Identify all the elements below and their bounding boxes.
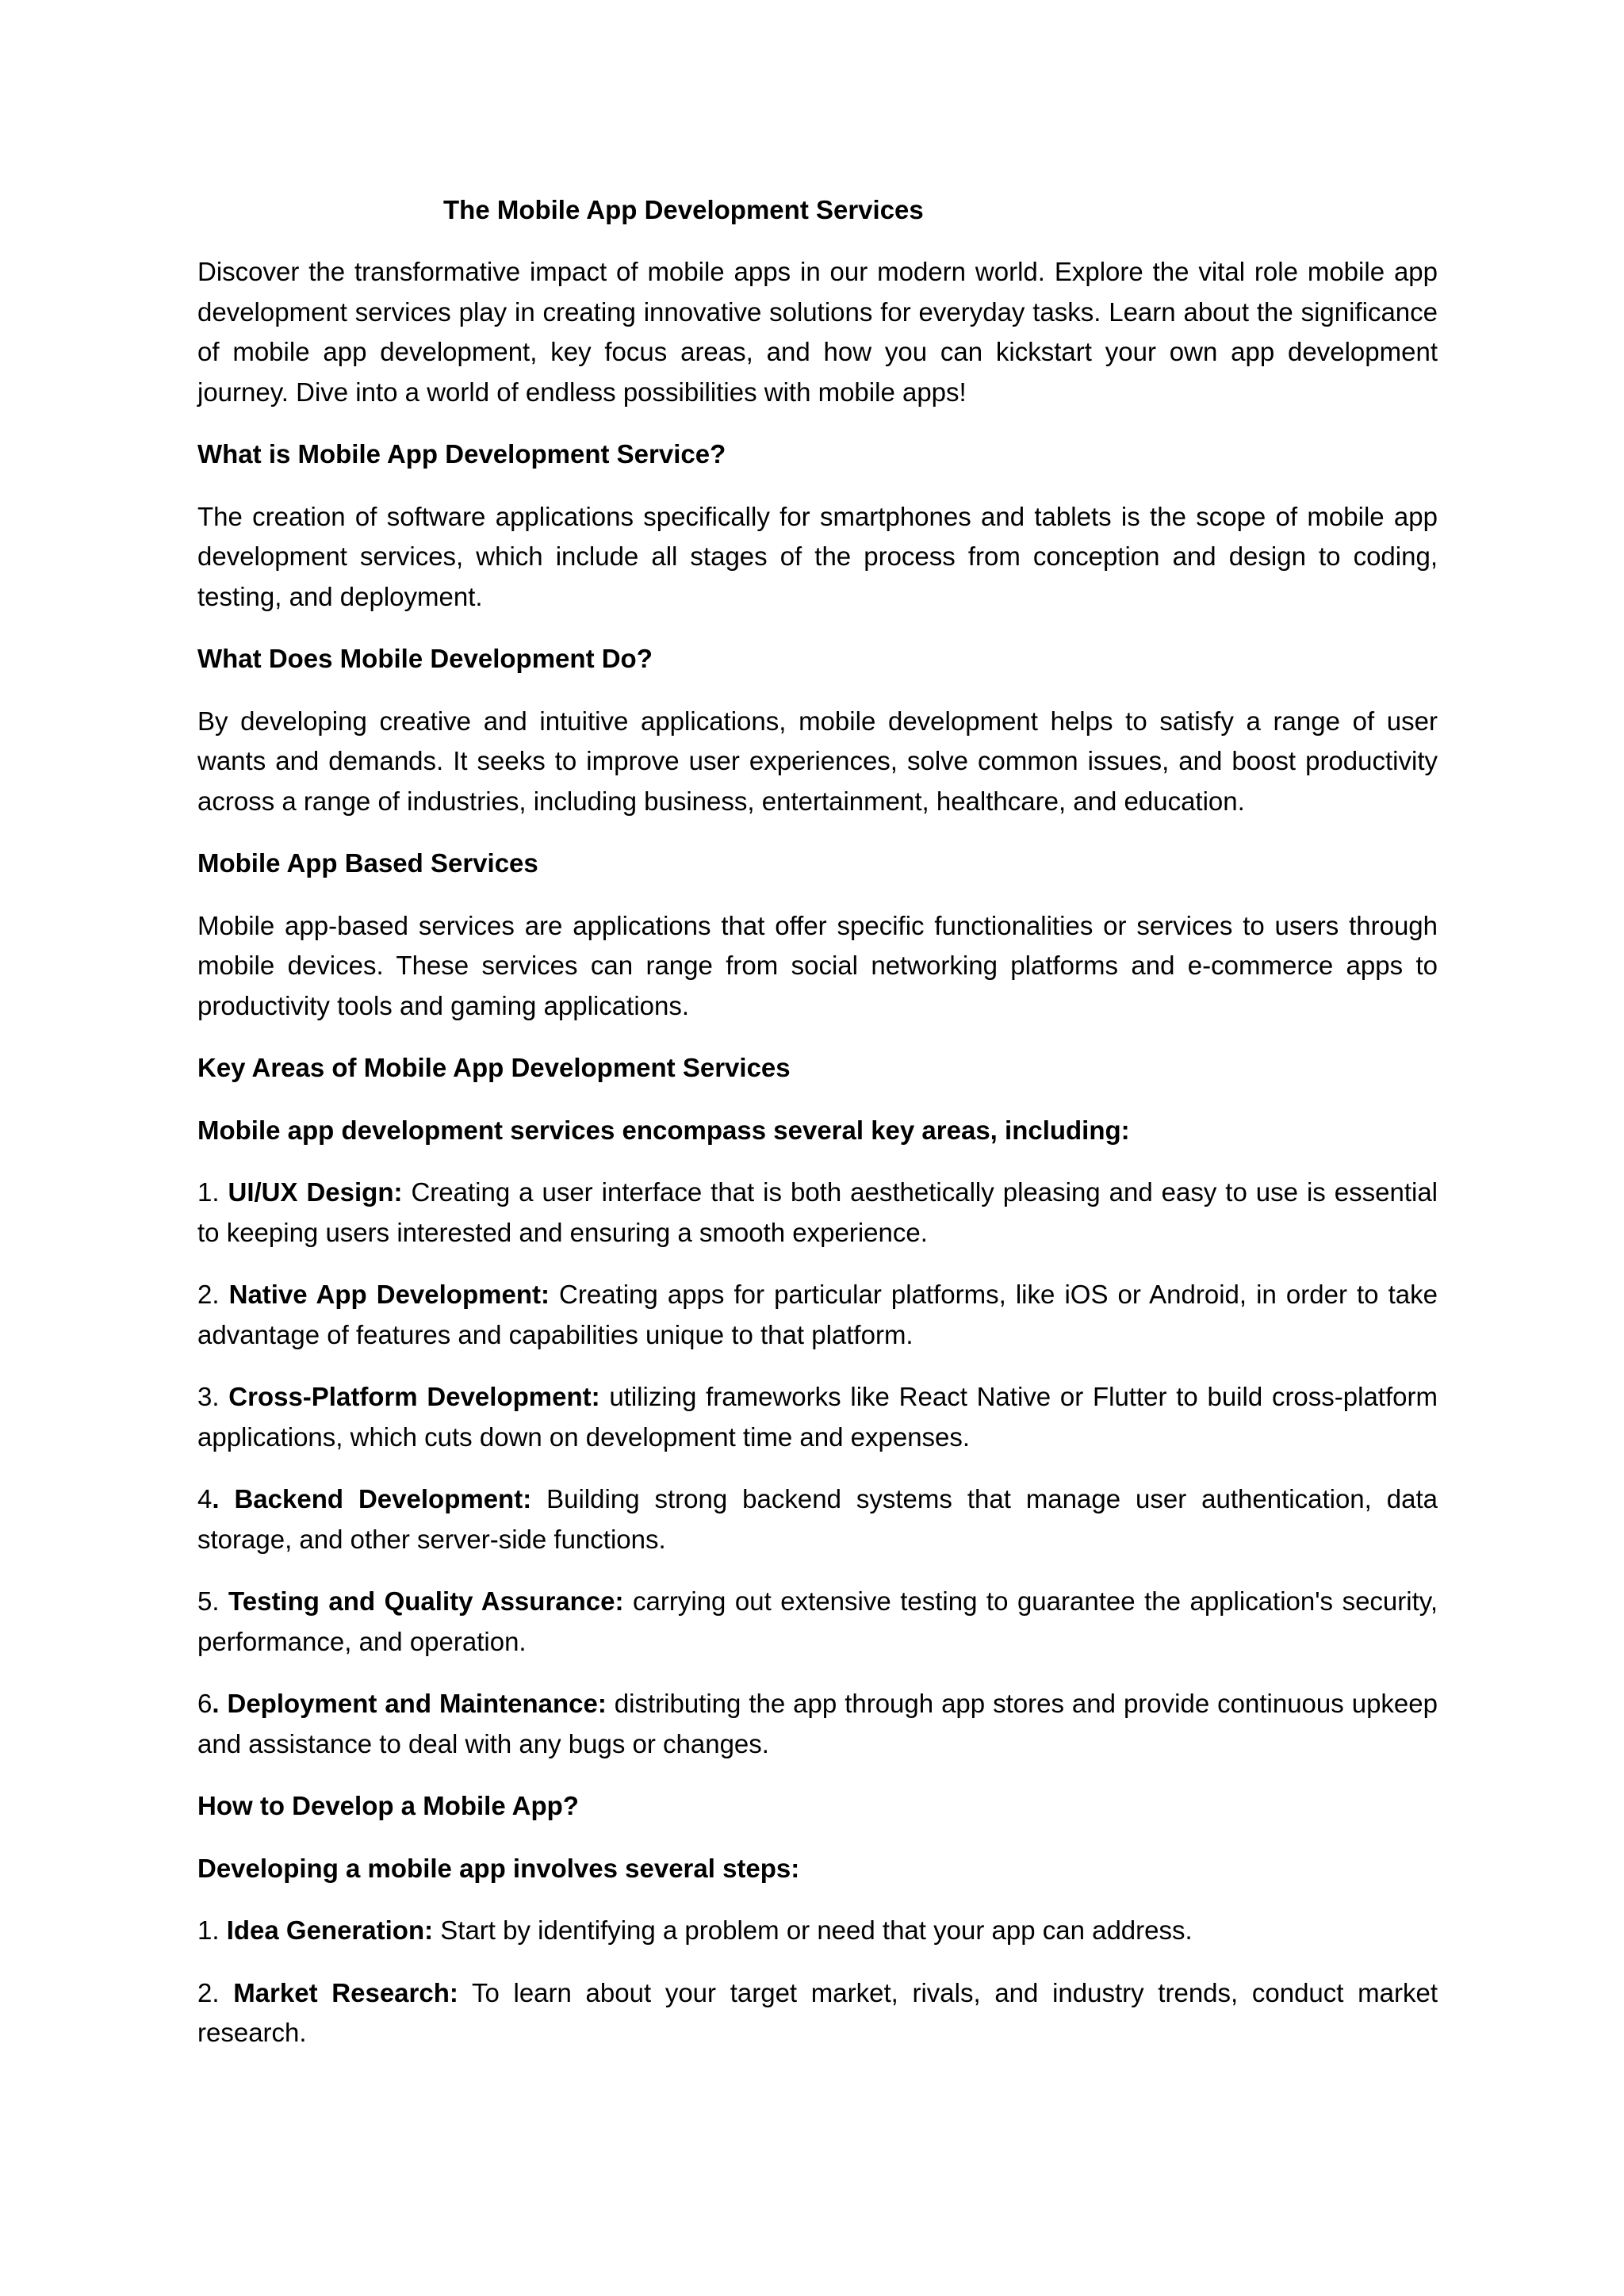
section-subheading-key-areas: Mobile app development services encompass several key areas, including:	[197, 1115, 1130, 1145]
intro-paragraph: Discover the transformative impact of mobile apps in our modern world. Explore the vital role mobile app development services play in creating innovative solutions for everyday tasks. Learn about the significance of mobile app development, key focus areas, and how you can kickstart your own app development journey. Dive into a world of endless possibilities with mobile apps!	[197, 257, 1438, 407]
list-item-number: 2.	[197, 1977, 234, 2007]
section-heading-what-is: What is Mobile App Development Service?	[197, 439, 726, 469]
document-title: The Mobile App Development Services	[443, 195, 924, 224]
list-item-term: Testing and Quality Assurance:	[228, 1586, 624, 1616]
list-item-number: 3.	[197, 1382, 229, 1411]
list-item-text: Start by identifying a problem or need that your app can address.	[433, 1915, 1193, 1945]
document-page	[197, 190, 1438, 2076]
list-item-text: carrying out extensive testing to guarantee the application's security, performance, and operation.	[197, 1586, 1438, 1656]
list-item-text: Building strong backend systems that manage user authentication, data storage, and other server-side functions.	[197, 1484, 1438, 1554]
list-item-term: Market Research:	[233, 1977, 458, 2007]
list-item-term: Idea Generation:	[226, 1915, 434, 1945]
list-item	[197, 1173, 1438, 1253]
list-item-text: utilizing frameworks like React Native or Flutter to build cross-platform applications, which cuts down on development time and expenses.	[197, 1382, 1438, 1452]
list-item-text: Creating a user interface that is both aesthetically pleasing and easy to use is essential to keeping users interested and ensuring a smooth experience.	[197, 1177, 1438, 1247]
list-item-number: 6	[197, 1689, 213, 1718]
list-item	[197, 1911, 1438, 1951]
section-heading-how-to-develop: How to Develop a Mobile App?	[197, 1791, 579, 1820]
list-item	[197, 1377, 1438, 1457]
list-item-number: 4	[197, 1484, 213, 1513]
section-body-what-does: By developing creative and intuitive applications, mobile development helps to satisfy a range of user wants and demands. It seeks to improve user experiences, solve common issues, and boost productivity across a range of industries, including business, entertainment, healthcare, and education.	[197, 706, 1438, 816]
list-item-number: 5.	[197, 1586, 229, 1616]
list-item-term: . Deployment and Maintenance:	[212, 1689, 607, 1718]
section-heading-what-does: What Does Mobile Development Do?	[197, 644, 653, 673]
section-heading-app-based-services: Mobile App Based Services	[197, 848, 538, 878]
list-item-number: 2.	[197, 1280, 229, 1309]
list-item-text: To learn about your target market, rivals, and industry trends, conduct market research.	[197, 1977, 1438, 2047]
section-body-what-is: The creation of software applications specifically for smartphones and tablets is the scope of mobile app development services, which include all stages of the process from conception and design to coding, testing, and deployment.	[197, 501, 1438, 611]
section-heading-key-areas: Key Areas of Mobile App Development Services	[197, 1053, 791, 1082]
list-item-number: 1.	[197, 1915, 227, 1945]
list-item-text: Creating apps for particular platforms, like iOS or Android, in order to take advantage of features and capabilities unique to that platform.	[197, 1280, 1438, 1349]
list-item	[197, 1582, 1438, 1662]
list-item	[197, 1973, 1438, 2053]
list-item-term: . Backend Development:	[212, 1484, 532, 1513]
list-item-term: Native App Development:	[228, 1280, 550, 1309]
section-subheading-how-to-develop: Developing a mobile app involves several steps:	[197, 1853, 800, 1883]
list-item	[197, 1684, 1438, 1764]
list-item	[197, 1275, 1438, 1355]
section-body-app-based-services: Mobile app-based services are applications that offer specific functionalities or services to users through mobile devices. These services can range from social networking platforms and e-commerce apps to productivity tools and gaming applications.	[197, 910, 1438, 1020]
list-item	[197, 1479, 1438, 1559]
list-item-text: distributing the app through app stores and provide continuous upkeep and assistance to deal with any bugs or changes.	[197, 1689, 1438, 1758]
list-item-term: UI/UX Design:	[228, 1177, 403, 1207]
list-item-number: 1.	[197, 1177, 228, 1207]
list-item-term: Cross-Platform Development:	[228, 1382, 600, 1411]
